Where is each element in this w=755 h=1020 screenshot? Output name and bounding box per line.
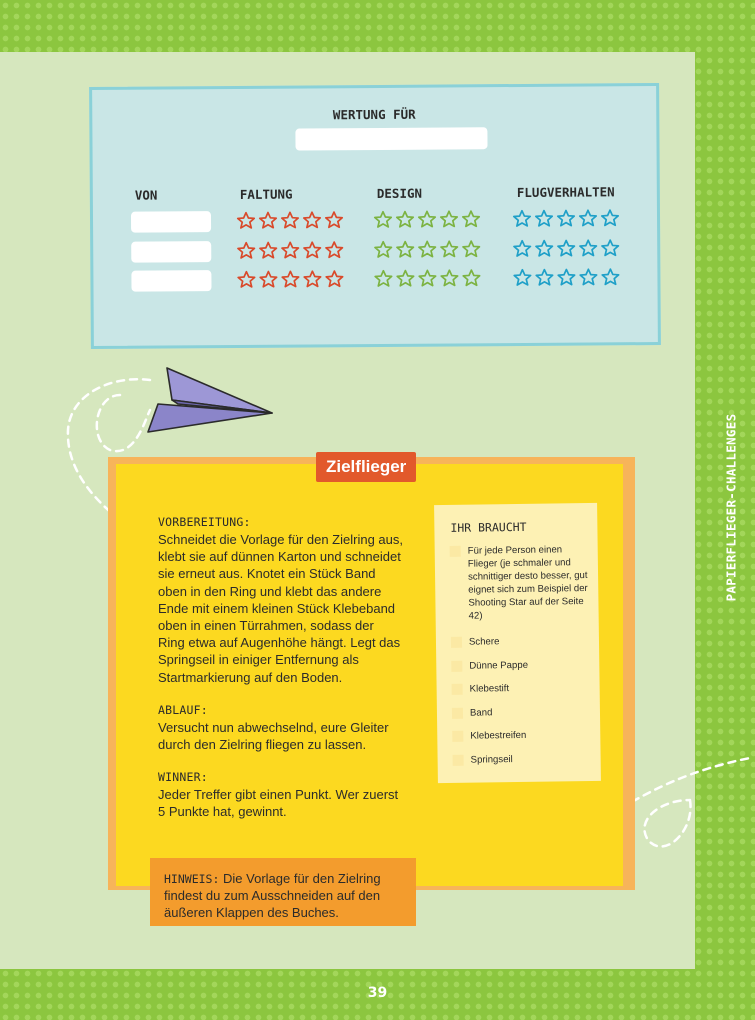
star-icon[interactable] [302, 210, 322, 230]
star-icon[interactable] [461, 209, 481, 229]
hint-text: Die Vorlage für den Zielring findest du zum Ausschneiden auf den äußeren Klappen des Buches. [164, 871, 381, 920]
star-icon[interactable] [556, 209, 576, 229]
star-icon[interactable] [236, 270, 256, 290]
star-icon[interactable] [439, 209, 459, 229]
star-icon[interactable] [600, 238, 620, 258]
star-icon[interactable] [373, 269, 393, 289]
star-icon[interactable] [556, 268, 576, 288]
materials-item-text: Klebestreifen [470, 729, 527, 742]
materials-item-text: Schere [468, 636, 500, 648]
star-icon[interactable] [600, 208, 620, 228]
star-icon[interactable] [395, 240, 415, 260]
star-icon[interactable] [534, 268, 554, 288]
star-icon[interactable] [302, 240, 322, 260]
star-icon[interactable] [258, 241, 278, 261]
star-row-design [373, 268, 481, 289]
star-icon[interactable] [512, 268, 532, 288]
star-icon[interactable] [534, 209, 554, 229]
star-icon[interactable] [461, 268, 481, 288]
star-row-flug [512, 208, 620, 229]
star-icon[interactable] [461, 239, 481, 259]
star-row-faltung [236, 269, 344, 290]
star-icon[interactable] [236, 211, 256, 231]
challenge-instructions [158, 514, 403, 837]
star-icon[interactable] [395, 210, 415, 230]
materials-item-text: Für jede Person einen Flieger (je schmaler und schnittiger desto besser, gut eignet sich zum Beispiel der Shooting Star auf der Seite 42) [467, 544, 588, 622]
checkbox[interactable] [452, 731, 463, 742]
checkbox[interactable] [451, 661, 462, 672]
star-icon[interactable] [373, 240, 393, 260]
rating-card [89, 83, 661, 349]
preparation-label: VORBEREITUNG: [158, 515, 251, 529]
star-row-flug [512, 238, 620, 259]
star-icon[interactable] [280, 211, 300, 231]
star-rating-grid [92, 86, 656, 90]
rating-name-field[interactable] [295, 127, 487, 150]
star-icon[interactable] [578, 267, 598, 287]
materials-item [452, 681, 595, 696]
star-icon[interactable] [258, 270, 278, 290]
star-icon[interactable] [324, 240, 344, 260]
star-icon[interactable] [417, 210, 437, 230]
materials-item [452, 705, 595, 720]
von-field[interactable] [131, 270, 211, 292]
materials-item-text: Springseil [470, 754, 513, 766]
star-icon[interactable] [236, 241, 256, 261]
checkbox[interactable] [453, 755, 464, 766]
star-row-design [373, 239, 481, 260]
star-icon[interactable] [512, 209, 532, 229]
winner-label: WINNER: [158, 770, 208, 785]
star-icon[interactable] [417, 240, 437, 260]
checkbox[interactable] [450, 546, 461, 557]
star-icon[interactable] [280, 241, 300, 261]
materials-item-text: Band [469, 707, 493, 719]
column-head-design: DESIGN [376, 185, 423, 201]
materials-item [452, 728, 595, 743]
side-chapter-text: PAPIERFLIEGER-CHALLENGES [723, 413, 739, 602]
materials-title: IHR BRAUCHT [450, 519, 527, 535]
star-icon[interactable] [534, 239, 554, 259]
hint-box [150, 858, 416, 926]
star-icon[interactable] [417, 269, 437, 289]
star-icon[interactable] [373, 210, 393, 230]
rating-title: WERTUNG FÜR [332, 106, 416, 123]
star-icon[interactable] [439, 268, 459, 288]
star-icon[interactable] [578, 208, 598, 228]
materials-item [450, 543, 594, 623]
checkbox[interactable] [452, 708, 463, 719]
star-icon[interactable] [302, 269, 322, 289]
von-field[interactable] [131, 211, 211, 233]
checkbox[interactable] [452, 684, 463, 695]
winner-text: Jeder Treffer gibt einen Punkt. Wer zuerst 5 Punkte hat, gewinnt. [158, 787, 399, 820]
star-icon[interactable] [512, 239, 532, 259]
page-number: 39 [367, 985, 388, 1001]
procedure-label: ABLAUF: [158, 702, 208, 717]
materials-item [451, 634, 594, 649]
materials-card [434, 503, 601, 783]
star-icon[interactable] [324, 269, 344, 289]
procedure-text: Versucht nun abwechselnd, eure Gleiter durch den Zielring fliegen zu lassen. [158, 719, 389, 753]
challenge-title: Zielflieger [316, 452, 416, 482]
column-head-faltung: FALTUNG [239, 186, 293, 202]
preparation-text: Schneidet die Vorlage für den Zielring aus, klebt sie auf dünnen Karton und schneidet sie erneut aus. Knotet ein Stück Band oben in den Ring und klebt das andere Ende mit einem kleinen Stück Klebeband oben in einen Türrahmen, sodass der Ring etwa auf Augenhöhe hängt. Legt das Springseil in einiger Entfernung als Startmarkierung auf den Boden. [158, 532, 403, 685]
materials-item-text: Klebestift [469, 683, 510, 695]
star-row-faltung [236, 240, 344, 261]
hint-label: HINWEIS: [164, 872, 220, 886]
star-row-flug [512, 267, 620, 288]
column-head-von: VON [134, 187, 158, 203]
star-icon[interactable] [324, 210, 344, 230]
star-icon[interactable] [439, 239, 459, 259]
star-icon[interactable] [600, 267, 620, 287]
star-icon[interactable] [258, 211, 278, 231]
checkbox[interactable] [451, 637, 462, 648]
von-field[interactable] [131, 241, 211, 263]
star-row-faltung [236, 210, 344, 231]
star-icon[interactable] [395, 269, 415, 289]
star-icon[interactable] [556, 239, 576, 259]
materials-item-text: Dünne Pappe [469, 659, 529, 672]
star-icon[interactable] [578, 238, 598, 258]
star-row-design [373, 209, 481, 230]
column-head-flugverhalten: FLUGVERHALTEN [516, 184, 615, 201]
star-icon[interactable] [280, 270, 300, 290]
materials-item [451, 658, 594, 673]
materials-item [453, 752, 596, 767]
